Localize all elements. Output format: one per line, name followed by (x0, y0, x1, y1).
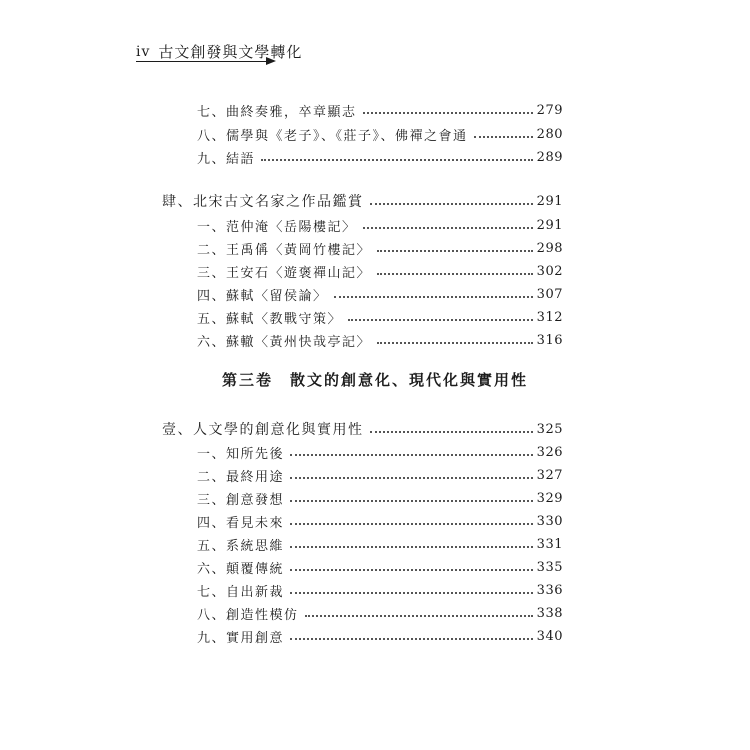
header-arrow-ornament (266, 57, 276, 65)
toc-entry-page: 291 (536, 217, 563, 233)
toc-entry[interactable] (197, 510, 563, 532)
toc-entry[interactable] (197, 329, 563, 351)
header-rule (136, 61, 270, 62)
toc-entry-page: 298 (536, 240, 563, 256)
dot-leader (474, 136, 533, 138)
toc-entry[interactable] (197, 579, 563, 601)
dot-leader (290, 454, 533, 456)
toc-entry-label: 八、創造性模仿 (197, 607, 299, 623)
toc-entry[interactable] (197, 441, 563, 463)
toc-section-page: 325 (536, 421, 563, 437)
toc-entry[interactable] (197, 123, 563, 145)
toc-entry-page: 326 (536, 444, 563, 460)
toc-entry-page: 280 (536, 126, 563, 142)
dot-leader (348, 319, 533, 321)
dot-leader (290, 592, 533, 594)
toc-entry-page: 331 (536, 536, 563, 552)
dot-leader (377, 273, 533, 275)
dot-leader (377, 250, 533, 252)
toc-entry-label: 四、看見未來 (197, 515, 285, 531)
page-number: iv (136, 44, 151, 60)
toc-entry[interactable] (197, 533, 563, 555)
dot-leader (290, 569, 533, 571)
toc-section-label: 肆、北宋古文名家之作品鑑賞 (162, 194, 364, 210)
toc-entry-label: 二、王禹偁〈黃岡竹樓記〉 (197, 242, 372, 258)
toc-entry[interactable] (197, 464, 563, 486)
toc-entry-label: 四、蘇軾〈留侯論〉 (197, 288, 328, 304)
toc-entry-label: 六、蘇轍〈黃州快哉亭記〉 (197, 334, 372, 350)
toc-entry[interactable] (197, 625, 563, 647)
toc-entry-page: 302 (536, 263, 563, 279)
dot-leader (334, 296, 533, 298)
toc-entry[interactable] (197, 556, 563, 578)
toc-entry-page: 336 (536, 582, 563, 598)
toc-entry-label: 五、系統思維 (197, 538, 285, 554)
toc-entry-label: 二、最終用途 (197, 469, 285, 485)
toc-entry-label: 九、實用創意 (197, 630, 285, 646)
dot-leader (290, 477, 533, 479)
toc-section-page: 291 (536, 193, 563, 209)
toc-entry-label: 五、蘇軾〈教戰守策〉 (197, 311, 343, 327)
toc-entry[interactable] (197, 602, 563, 624)
dot-leader (290, 523, 533, 525)
toc-entry[interactable] (197, 487, 563, 509)
toc-entry[interactable] (197, 146, 563, 168)
toc-entry-page: 316 (536, 332, 563, 348)
toc-entry[interactable] (197, 99, 563, 121)
toc-entry-label: 六、顛覆傳統 (197, 561, 285, 577)
toc-entry-label: 八、儒學與《老子》、《莊子》、佛禪之會通 (197, 128, 468, 144)
toc-entry[interactable] (197, 260, 563, 282)
toc-entry-page: 312 (536, 309, 563, 325)
dot-leader (363, 112, 533, 114)
dot-leader (370, 431, 533, 433)
dot-leader (261, 159, 533, 161)
toc-entry-page: 289 (536, 149, 563, 165)
toc-entry-page: 340 (536, 628, 563, 644)
toc-entry-label: 九、結語 (197, 151, 256, 167)
toc-entry[interactable] (197, 214, 563, 236)
toc-section-heading[interactable] (162, 190, 563, 212)
toc-section-label: 壹、人文學的創意化與實用性 (162, 422, 364, 438)
toc-entry-label: 七、自出新裁 (197, 584, 285, 600)
toc-entry-page: 335 (536, 559, 563, 575)
dot-leader (290, 638, 533, 640)
dot-leader (363, 227, 533, 229)
toc-entry-page: 338 (536, 605, 563, 621)
book-title: 古文創發與文學轉化 (158, 43, 303, 61)
toc-entry-page: 279 (536, 102, 563, 118)
toc-entry-page: 327 (536, 467, 563, 483)
toc-entry-label: 一、范仲淹〈岳陽樓記〉 (197, 219, 357, 235)
toc-entry-label: 三、王安石〈遊褒禪山記〉 (197, 265, 372, 281)
toc-section-heading[interactable] (162, 418, 563, 440)
toc-entry-label: 一、知所先後 (197, 446, 285, 462)
dot-leader (290, 546, 533, 548)
dot-leader (377, 342, 533, 344)
running-head (136, 38, 302, 62)
toc-entry-label: 七、曲終奏雅，卒章顯志 (197, 104, 357, 120)
dot-leader (290, 500, 533, 502)
toc-entry[interactable] (197, 283, 563, 305)
dot-leader (370, 203, 533, 205)
volume-title: 第三卷 散文的創意化、現代化與實用性 (221, 371, 528, 389)
toc-entry-page: 330 (536, 513, 563, 529)
dot-leader (305, 615, 533, 617)
toc-entry-label: 三、創意發想 (197, 492, 285, 508)
toc-entry[interactable] (197, 237, 563, 259)
toc-entry-page: 307 (536, 286, 563, 302)
toc-entry[interactable] (197, 306, 563, 328)
toc-entry-page: 329 (536, 490, 563, 506)
